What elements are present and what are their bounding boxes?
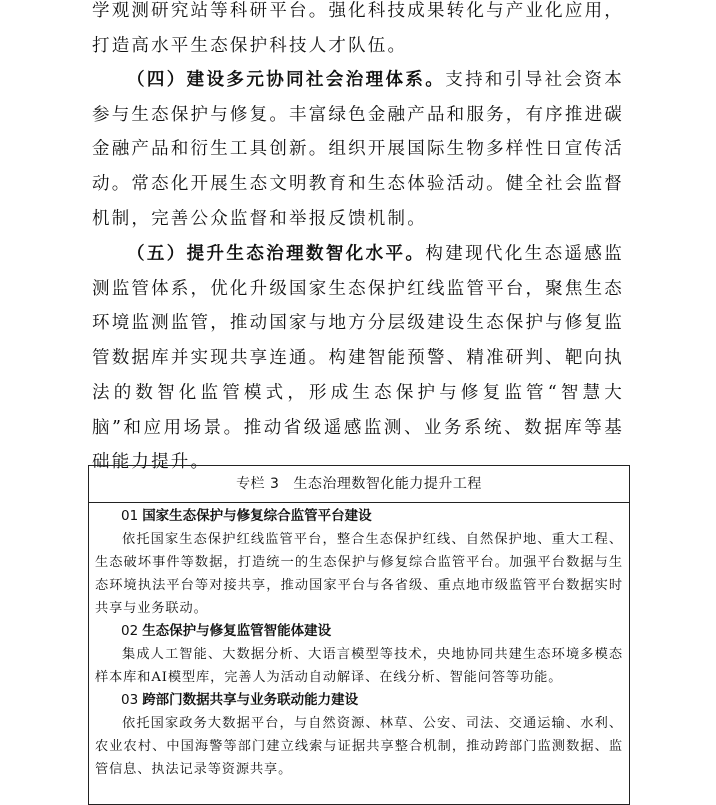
section-heading: （四）建设多元协同社会治理体系。 xyxy=(127,70,446,90)
box-item-heading xyxy=(95,689,623,712)
box-label: 专栏 3 xyxy=(236,476,280,492)
special-column-box xyxy=(88,465,630,805)
paragraph-section-4 xyxy=(92,63,624,237)
box-body xyxy=(89,503,629,781)
box-item-text: 集成人工智能、大数据分析、大语言模型等技术，央地协同共建生态环境多模态样本库和AI模型库，完善人为活动自动解译、在线分析、智能问答等功能。 xyxy=(95,647,623,685)
box-item-text: 依托国家政务大数据平台，与自然资源、林草、公安、司法、交通运输、水利、农业农村、中国海警等部门建立线索与证据共享整合机制，推动跨部门监测数据、监管信息、执法记录等资源共享。 xyxy=(95,716,623,777)
box-item-heading xyxy=(95,505,623,528)
box-title xyxy=(89,466,629,503)
paragraph-section-5 xyxy=(92,237,624,480)
item-number: 02 xyxy=(121,623,139,639)
paragraph-text: 学观测研究站等科研平台。强化科技成果转化与产业化应用，打造高水平生态保护科技人才队伍。 xyxy=(92,1,624,56)
section-heading: （五）提升生态治理数智化水平。 xyxy=(127,244,426,264)
item-heading-text: 跨部门数据共享与业务联动能力建设 xyxy=(142,692,359,708)
item-number: 01 xyxy=(121,508,139,524)
item-heading-text: 国家生态保护与修复综合监管平台建设 xyxy=(142,508,372,524)
box-item-heading xyxy=(95,620,623,643)
box-title-text: 生态治理数智化能力提升工程 xyxy=(293,476,482,492)
box-item-text: 依托国家生态保护红线监管平台，整合生态保护红线、自然保护地、重大工程、生态破坏事件等数据，打造统一的生态保护与修复综合监管平台。加强平台数据与生态环境执法平台等对接共享，推动国家平台与各省级、重点地市级监管平台数据实时共享与业务联动。 xyxy=(95,532,623,616)
item-number: 03 xyxy=(121,692,139,708)
paragraph-text: 支持和引导社会资本参与生态保护与修复。丰富绿色金融产品和服务，有序推进碳金融产品和衍生工具创新。组织开展国际生物多样性日宣传活动。常态化开展生态文明教育和生态体验活动。健全社会监督机制，完善公众监督和举报反馈机制。 xyxy=(92,70,624,229)
paragraph-text: 构建现代化生态遥感监测监管体系，优化升级国家生态保护红线监管平台，聚焦生态环境监测监管，推动国家与地方分层级建设生态保护与修复监管数据库并实现共享连通。构建智能预警、精准研判、靶向执法的数智化监管模式，形成生态保护与修复监管“智慧大脑”和应用场景。推动省级遥感监测、业务系统、数据库等基础能力提升。 xyxy=(92,244,624,473)
paragraph-continuation xyxy=(92,0,624,63)
item-heading-text: 生态保护与修复监管智能体建设 xyxy=(142,623,332,639)
